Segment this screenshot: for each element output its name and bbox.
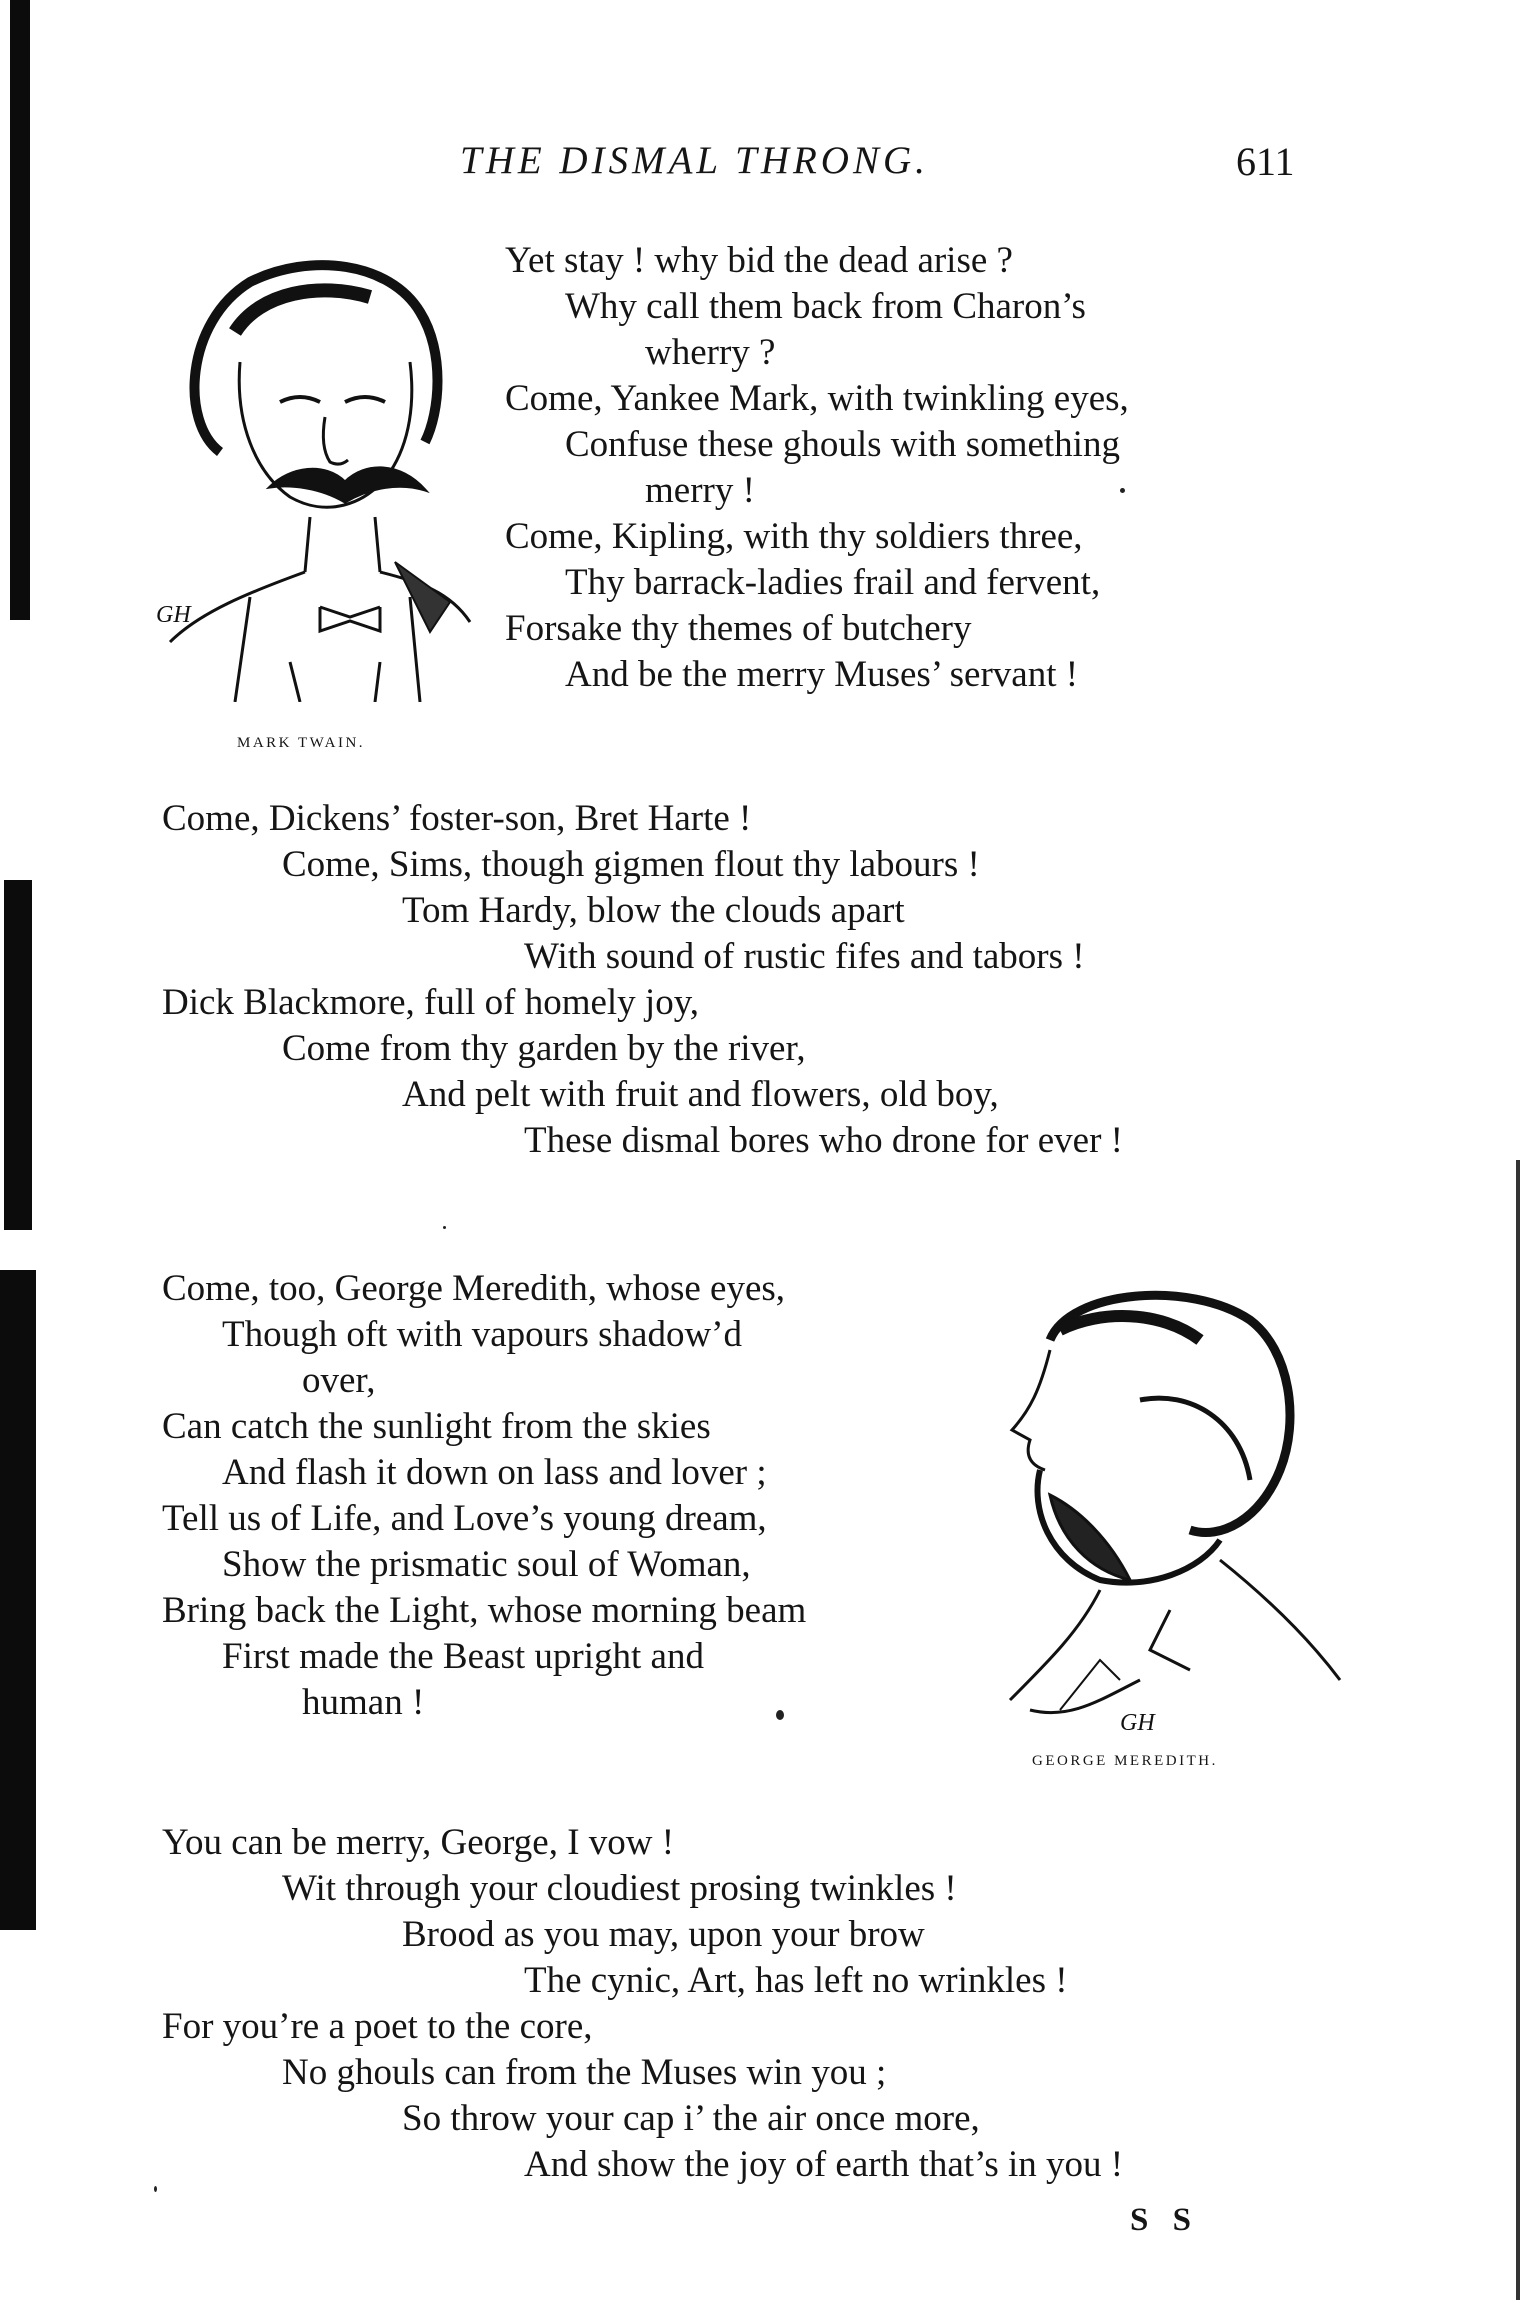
twain-monogram: GH [156,602,191,628]
scan-edge-shadow [0,1270,36,1930]
mark-twain-caption: MARK TWAIN. [237,735,366,751]
verse-line: Why call them back from Charon’s [565,286,1086,327]
verse-line: Come, Dickens’ foster-son, Bret Harte ! [162,798,752,839]
verse-line: So throw your cap i’ the air once more, [402,2098,980,2139]
verse-line: Come, Kipling, with thy soldiers three, [505,516,1083,557]
verse-line: Wit through your cloudiest prosing twinkles ! [282,1868,957,1909]
scan-edge-shadow [10,0,30,620]
verse-line: With sound of rustic fifes and tabors ! [524,936,1085,977]
verse-line: Come, Yankee Mark, with twinkling eyes, [505,378,1129,419]
verse-line: These dismal bores who drone for ever ! [524,1120,1123,1161]
ink-speck [776,1710,784,1720]
ink-speck [1120,488,1125,493]
ink-speck [443,1226,446,1229]
verse-line: Come, Sims, though gigmen flout thy labours ! [282,844,980,885]
verse-line: And pelt with fruit and flowers, old boy, [402,1074,999,1115]
verse-line: Come, too, George Meredith, whose eyes, [162,1268,786,1309]
george-meredith-portrait [990,1280,1350,1750]
verse-line: Yet stay ! why bid the dead arise ? [505,240,1013,281]
verse-line: For you’re a poet to the core, [162,2006,593,2047]
verse-line: Tom Hardy, blow the clouds apart [402,890,905,931]
verse-line: merry ! [645,470,755,511]
verse-line: Tell us of Life, and Love’s young dream, [162,1498,767,1539]
verse-line: Can catch the sunlight from the skies [162,1406,711,1447]
verse-line: And show the joy of earth that’s in you ! [524,2144,1124,2185]
verse-line: Brood as you may, upon your brow [402,1914,925,1955]
mark-twain-portrait [140,242,480,702]
verse-line: Forsake thy themes of butchery [505,608,972,649]
verse-line: human ! [302,1682,425,1723]
verse-line: Confuse these ghouls with something [565,424,1120,465]
verse-line: Thy barrack-ladies frail and fervent, [565,562,1101,603]
scan-edge-shadow [4,880,32,1230]
verse-line: The cynic, Art, has left no wrinkles ! [524,1960,1068,2001]
verse-line: Though oft with vapours shadow’d [222,1314,742,1355]
verse-line: No ghouls can from the Muses win you ; [282,2052,887,2093]
signature-mark: S S [1130,2202,1199,2238]
verse-line: Bring back the Light, whose morning beam [162,1590,807,1631]
running-header: THE DISMAL THRONG. [460,139,929,182]
verse-line: You can be merry, George, I vow ! [162,1822,675,1863]
verse-line: Come from thy garden by the river, [282,1028,806,1069]
verse-line: over, [302,1360,376,1401]
verse-line: First made the Beast upright and [222,1636,704,1677]
ink-speck [154,2186,157,2192]
scan-edge-line [1516,1160,1520,2300]
verse-line: And be the merry Muses’ servant ! [565,654,1079,695]
page-number: 611 [1236,139,1295,184]
verse-line: Show the prismatic soul of Woman, [222,1544,751,1585]
meredith-monogram: GH [1120,1710,1155,1736]
george-meredith-caption: GEORGE MEREDITH. [1032,1753,1218,1769]
verse-line: And flash it down on lass and lover ; [222,1452,767,1493]
verse-line: wherry ? [645,332,776,373]
verse-line: Dick Blackmore, full of homely joy, [162,982,700,1023]
